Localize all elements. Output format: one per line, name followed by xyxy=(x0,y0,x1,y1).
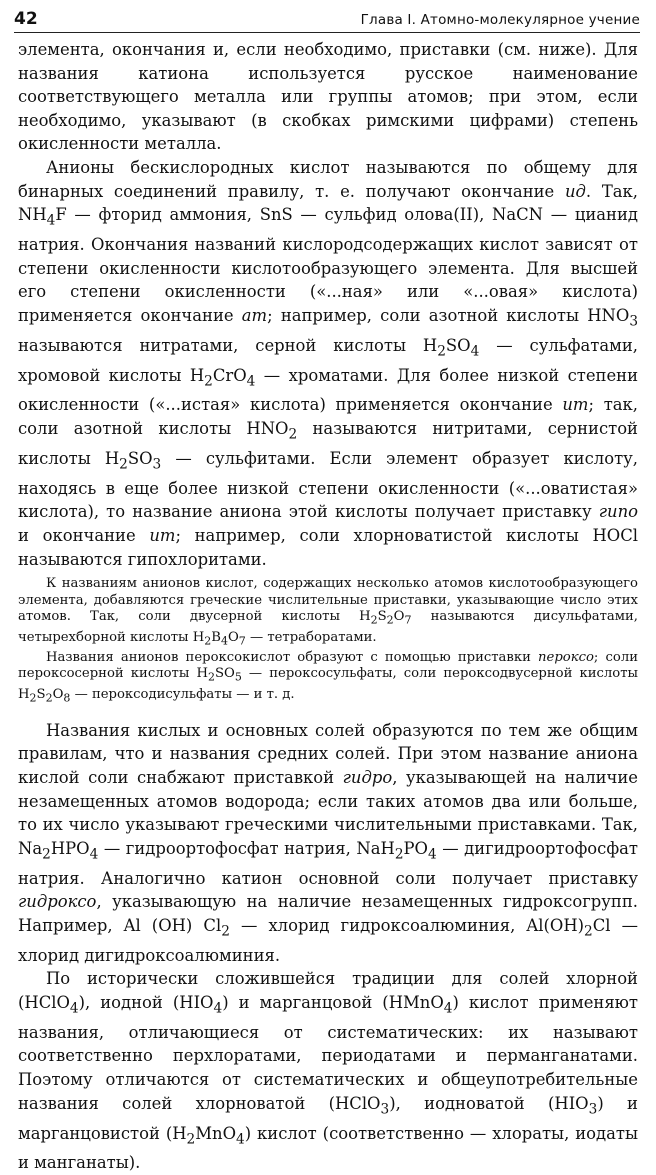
text-run: S xyxy=(36,686,46,702)
text-run: Названия кислых и основных солей образуются по тем же общим правилам, что и названия средних солей. При этом название аниона кислой соли снабжают приставкой xyxy=(18,720,638,788)
subscript: 2 xyxy=(204,634,212,648)
subscript: 4 xyxy=(470,342,480,359)
text-run: ) кислот применяют названия, отличающиеся от систематических: их называют соответственно перхлоратами, периодатами и перманганатами. Поэтому отличаются от систематических и общеупотребительные названия солей хлорноватой (HClO xyxy=(18,992,638,1113)
subscript: 3 xyxy=(629,313,639,330)
text-run: SO xyxy=(214,666,235,682)
body-text xyxy=(18,38,638,1175)
text-run: ; соли пероксосерной кислоты H xyxy=(18,649,638,682)
text-run: — хлорид гидроксоалюминия, Al(OH) xyxy=(229,915,585,935)
text-run: — дигидроортофосфат натрия. Аналогично катион основной соли получает приставку xyxy=(18,838,638,888)
italic-term: ид xyxy=(564,181,586,201)
text-run: — пероксосульфаты, соли пероксодвусерной кислоты H xyxy=(18,666,638,702)
paragraph-acid-basic-salts xyxy=(18,719,638,968)
italic-term: ит xyxy=(562,395,589,415)
text-run: называются нитратами, серной кислоты H xyxy=(18,335,438,355)
text-run: SO xyxy=(127,448,153,468)
subscript: 4 xyxy=(220,634,228,648)
subscript: 5 xyxy=(234,671,242,685)
text-run: ; например, соли азотной кислоты HNO xyxy=(267,305,630,325)
paragraph-historical-names xyxy=(18,967,638,1175)
text-run: Анионы бескислородных кислот называются по общему для бинарных соединений правилу, т. е. получают окончание xyxy=(18,157,638,201)
italic-term: гипо xyxy=(598,502,638,522)
subscript: 4 xyxy=(69,1000,79,1017)
page-number: 42 xyxy=(14,9,38,29)
running-title: Глава I. Атомно-молекулярное учение xyxy=(360,12,640,28)
italic-term: гидро xyxy=(342,768,393,788)
text-run: — пероксодисульфаты — и т. д. xyxy=(70,686,295,702)
text-run: ; например, соли хлорноватистой кислоты HOCl называются гипохлоритами. xyxy=(18,525,638,569)
subscript: 2 xyxy=(584,923,593,940)
subscript: 2 xyxy=(394,846,404,863)
subscript: 2 xyxy=(386,613,394,627)
text-run: SO xyxy=(445,335,471,355)
text-run: O xyxy=(227,629,239,645)
paragraph-anions xyxy=(18,156,638,571)
subscript: 2 xyxy=(119,456,128,473)
subscript: 2 xyxy=(186,1130,196,1147)
text-run: MnO xyxy=(195,1123,237,1143)
text-run: S xyxy=(377,609,387,625)
subscript: 4 xyxy=(46,212,56,229)
subscript: 8 xyxy=(63,691,71,705)
subscript: 2 xyxy=(45,691,53,705)
text-run: и окончание xyxy=(18,525,150,545)
text-run: O xyxy=(393,609,405,625)
text-run: ) кислот (соответственно — хлораты, иодаты и манганаты). xyxy=(18,1123,639,1173)
small-print-note xyxy=(18,576,638,707)
text-run: По исторически сложившейся традиции для солей хлорной (HClO xyxy=(18,969,638,1012)
text-run: элемента, окончания и, если необходимо, приставки (см. ниже). Для названия катиона используется русское наименование соответствующего металла или группы атомов; при этом, если необходимо, указывают (в скобках римскими цифрами) степень окисленности металла. xyxy=(18,40,638,154)
text-run: ), иодной (HIO xyxy=(78,992,214,1012)
text-run: , указывающей на наличие незамещенных атомов водорода; если таких атомов два или больше, то их число указывают греческими числительными приставками. Так, Na xyxy=(18,768,638,858)
note-polyatomic-anions xyxy=(18,576,638,650)
page-header xyxy=(14,6,640,33)
text-run: O xyxy=(52,686,64,702)
subscript: 3 xyxy=(152,456,162,473)
text-run: PO xyxy=(403,838,428,858)
paragraph-continuation xyxy=(18,38,638,156)
italic-term: гидроксо xyxy=(18,892,97,912)
subscript: 4 xyxy=(89,846,99,863)
text-run: ; так, соли азотной кислоты HNO xyxy=(18,395,639,439)
text-run: — хроматами. Для более низкой степени окисленности («...истая» кислота) применяется окончание xyxy=(18,365,638,415)
text-run: ), иодноватой (HIO xyxy=(389,1093,589,1113)
subscript: 2 xyxy=(288,426,298,443)
text-run: F — фторид аммония, SnS — сульфид олова(II), NaCN — цианид натрия. Окончания названий кислородсодержащих кислот зависят от степени окисленности кислотообразующего элемента. Для высшей его степени окисленности («...ная» или «...овая» кислота) применяется окончание xyxy=(18,205,638,325)
text-run: — тетраборатами. xyxy=(245,629,377,645)
subscript: 3 xyxy=(588,1100,598,1117)
text-run: — гидроортофосфат натрия, NaH xyxy=(98,838,395,858)
italic-term: ит xyxy=(149,525,176,545)
subscript: 7 xyxy=(238,634,246,648)
subscript: 3 xyxy=(380,1100,390,1117)
text-run: называются дисульфатами, четырехборной кислоты H xyxy=(18,609,639,645)
text-run: — сульфитами. Если элемент образует кислоту, находясь в еще более низкой степени окисленности («...оватистая» кислота), то название аниона этой кислоты получает приставку xyxy=(18,448,638,522)
text-run: B xyxy=(211,629,221,645)
subscript: 4 xyxy=(427,846,437,863)
subscript: 4 xyxy=(246,372,256,389)
subscript: 7 xyxy=(404,613,412,627)
text-run: — сульфатами, хромовой кислоты H xyxy=(18,335,638,385)
italic-term: пероксо xyxy=(538,649,594,665)
subscript: 2 xyxy=(370,613,378,627)
text-run: ) и марганцовой (HMnO xyxy=(222,992,444,1012)
text-run: Названия анионов пероксокислот образуют с помощью приставки xyxy=(46,649,539,665)
text-run: HPO xyxy=(50,838,90,858)
note-peroxoacids xyxy=(18,650,638,707)
subscript: 2 xyxy=(29,691,37,705)
text-run: , указывающую на наличие незамещенных гидроксогрупп. Например, Al (OH) Cl xyxy=(18,892,638,935)
subscript: 2 xyxy=(204,372,213,389)
italic-term: ат xyxy=(241,305,268,325)
text-run: К названиям анионов кислот, содержащих несколько атомов кислотообразующего элемента, добавляются греческие числительные приставки, указывающие число этих атомов. Так, соли двусерной кислоты H xyxy=(18,576,638,625)
subscript: 2 xyxy=(207,671,215,685)
subscript: 4 xyxy=(236,1130,245,1147)
subscript: 2 xyxy=(221,923,230,940)
subscript: 4 xyxy=(443,1000,453,1017)
text-run: Cl — хлорид дигидроксоалюминия. xyxy=(18,915,638,965)
subscript: 4 xyxy=(213,1000,223,1017)
text-run: CrO xyxy=(212,365,247,385)
subscript: 2 xyxy=(437,342,446,359)
subscript: 2 xyxy=(42,846,51,863)
text-run: . Так, NH xyxy=(18,181,638,225)
text-run: называются нитритами, сернистой кислоты H xyxy=(18,419,638,468)
text-run: ) и марганцовистой (H xyxy=(18,1093,638,1143)
